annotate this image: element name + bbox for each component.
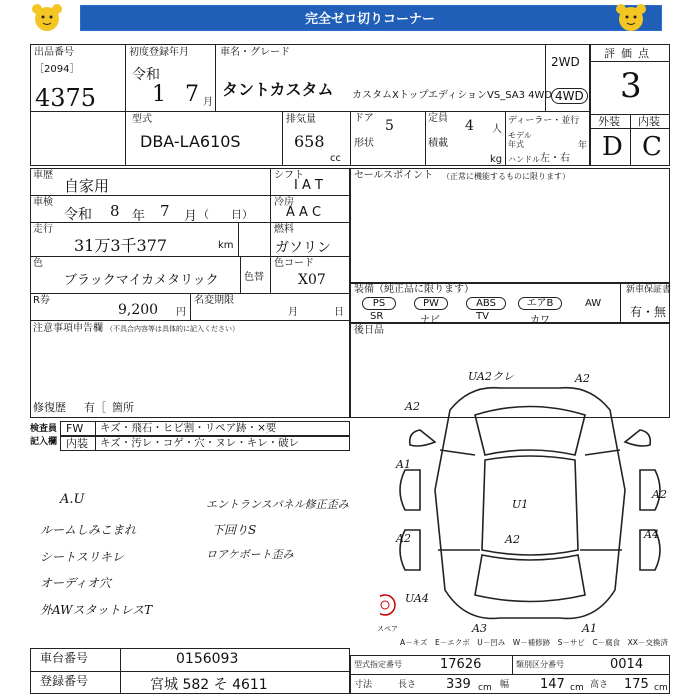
displacement-value: 658 — [294, 132, 325, 151]
header-title: 完全ゼロ切りコーナー — [304, 12, 435, 27]
category-value: 0014 — [610, 657, 644, 672]
note-right-3: ロアケボート歪み — [206, 548, 294, 561]
inspector-fw-label: FW — [66, 422, 84, 435]
length-unit: cm — [478, 683, 492, 693]
inspector-int-items: キズ・汚レ・コゲ・穴・ヌレ・キレ・破レ — [100, 437, 300, 449]
equip-ps: PS — [362, 297, 396, 310]
damage-label: A2 — [652, 488, 667, 501]
name-change-month: 月 — [288, 307, 298, 318]
note-left-4: オーディオ穴 — [40, 576, 112, 590]
model-designation-value: 17626 — [440, 657, 482, 672]
model-designation-label: 型式指定番号 — [354, 660, 402, 669]
chassis-value: 0156093 — [176, 651, 239, 667]
height-label: 高さ — [590, 680, 609, 690]
first-reg-era: 令和 — [132, 67, 160, 83]
length-label: 長さ — [398, 680, 417, 690]
mileage-unit: km — [218, 240, 234, 251]
notes-note: （不具合内容等は具体的に記入ください） — [106, 325, 239, 333]
name-change-label: 名変期限 — [194, 295, 234, 306]
inspector-int-label: 内装 — [66, 437, 88, 450]
damage-label: A2 — [505, 533, 520, 546]
color-label: 色 — [33, 258, 43, 269]
category-label: 類別区分番号 — [516, 660, 564, 669]
damage-label: A2 — [575, 372, 590, 385]
diagram-legend: A－キズ E－エクボ U－凹み W－補修跡 S－サビ C－腐食 XX－交換済 — [400, 638, 668, 647]
shift-label: シフト — [274, 170, 304, 181]
sales-point-frame — [350, 168, 670, 283]
model-label: 型式 — [132, 114, 152, 125]
int-grade: C — [642, 132, 662, 162]
damage-label: UA2クレ — [468, 370, 514, 383]
repair-value: 有［ — [84, 401, 106, 414]
inspection-era: 令和 — [64, 207, 92, 223]
inspection-month-unit: 月 — [184, 209, 198, 224]
dealer-label: ディーラー・並行 — [508, 116, 580, 126]
car-name-label: 車名・グレード — [220, 47, 290, 58]
inspection-month: 7 — [160, 202, 170, 220]
lot-small: ［2094］ — [34, 64, 80, 75]
drive-2wd: 2WD — [551, 55, 580, 69]
spare-label: スペア — [377, 625, 398, 633]
width-unit: cm — [570, 683, 584, 693]
damage-label: A2 — [396, 532, 411, 545]
equip-aw: AW — [585, 298, 602, 309]
doors-label: ドア — [354, 113, 374, 124]
inspection-year-unit: 年 — [132, 209, 146, 224]
doors-value: 5 — [385, 118, 394, 134]
mileage-value: 31万3千377 — [74, 236, 168, 255]
damage-label: A3 — [472, 622, 487, 635]
damage-label: UA4 — [405, 592, 429, 605]
load-label: 積載 — [428, 138, 448, 149]
damage-label: A2 — [405, 400, 420, 413]
inspection-dow: （ 日） — [198, 208, 253, 221]
load-unit: kg — [490, 154, 503, 165]
inspector-label-1: 検査員 — [30, 424, 58, 434]
warranty-value: 有・無 — [630, 305, 667, 319]
repair-label: 修復歴 — [33, 401, 66, 414]
capacity-label: 定員 — [428, 113, 448, 124]
dims-label: 寸法 — [354, 680, 373, 690]
length-value: 339 — [446, 677, 471, 692]
color-change-label: 色替 — [244, 272, 264, 283]
recycle-label: R券 — [33, 295, 50, 306]
width-value: 147 — [540, 677, 565, 692]
color-code-label: 色コード — [274, 258, 314, 269]
equip-navi: ナビ — [420, 315, 440, 326]
note-right-2: 下回りS — [212, 523, 257, 537]
equip-leather: カワ — [530, 315, 550, 326]
bear-mascot-icon — [612, 2, 650, 34]
evaluation-score: 3 — [620, 66, 642, 106]
damage-label: A4 — [644, 528, 659, 541]
first-reg-label: 初度登録年月 — [129, 47, 189, 58]
handle-value: 左・右 — [540, 153, 570, 164]
aircon-label: 冷房 — [274, 197, 294, 208]
rear-items-label: 後日品 — [354, 325, 384, 336]
warranty-label: 新車保証書 — [626, 285, 672, 295]
note-left-2: ルームしみこまれ — [40, 523, 137, 537]
color-code: X07 — [298, 272, 326, 288]
first-reg-month: 7 — [185, 82, 199, 107]
fuel-value: ガソリン — [275, 240, 331, 256]
note-left-1: A.U — [60, 492, 85, 507]
equip-pw: PW — [414, 297, 448, 310]
fuel-label: 燃料 — [274, 224, 294, 235]
ext-label: 外装 — [598, 115, 620, 128]
capacity-unit: 人 — [492, 124, 502, 135]
model-year-label: モデル年式 — [508, 131, 532, 149]
drive-4wd: 4WD — [551, 88, 588, 104]
history-label: 車歴 — [33, 170, 53, 181]
equip-airbag: エアB — [518, 297, 562, 310]
chassis-label: 車台番号 — [40, 651, 89, 665]
lot-number: 4375 — [35, 84, 97, 112]
shape-label: 形状 — [354, 138, 374, 149]
handle-label: ハンドル — [508, 155, 540, 164]
width-label: 幅 — [500, 680, 510, 690]
plate-value: 宮城 582 そ 4611 — [150, 677, 268, 693]
height-value: 175 — [624, 677, 649, 692]
shift-value: I A T — [294, 178, 323, 193]
equipment-label: 装備（純正品に限ります） — [354, 284, 474, 295]
equip-sr: SR — [370, 311, 384, 322]
equip-abs: ABS — [466, 297, 506, 310]
history-value: 自家用 — [64, 177, 110, 195]
displacement-label: 排気量 — [286, 114, 316, 125]
car-name: タントカスタム — [222, 80, 334, 99]
height-unit: cm — [654, 683, 668, 693]
note-left-5: 外AWスタットレスT — [40, 603, 153, 617]
lot-label: 出品番号 — [34, 47, 74, 58]
inspector-fw-items: キズ・飛石・ヒビ割・リペア跡・×要 — [100, 422, 277, 434]
year-label: 年 — [578, 141, 588, 151]
car-grade: カスタムXトップエディションVS_SA3 4WD — [352, 90, 553, 101]
notes-label: 注意事項申告欄 — [33, 323, 103, 334]
first-reg-unit: 月 — [203, 97, 213, 108]
first-reg-year: 1 — [152, 82, 166, 107]
ext-grade: D — [602, 132, 623, 162]
name-change-day: 日 — [334, 307, 344, 318]
inspector-label-2: 記入欄 — [30, 437, 58, 447]
damage-label: A1 — [582, 622, 597, 635]
mileage-label: 走行 — [33, 224, 53, 235]
bear-mascot-icon — [28, 2, 66, 34]
damage-label: A1 — [396, 458, 411, 471]
displacement-unit: cc — [330, 153, 341, 164]
int-label: 内装 — [638, 115, 660, 128]
note-right-1: エントランスパネル修正歪み — [206, 498, 349, 511]
recycle-unit: 円 — [176, 307, 186, 318]
damage-label: U1 — [512, 498, 529, 511]
repair-unit: 箇所 — [112, 401, 134, 414]
capacity-value: 4 — [465, 118, 474, 134]
equip-tv: TV — [476, 311, 489, 322]
sales-point-note: （正常に機能するものに限ります） — [442, 172, 570, 181]
color-value: ブラックマイカメタリック — [64, 273, 219, 288]
recycle-value: 9,200 — [118, 302, 159, 318]
note-left-3: シートスリキレ — [40, 550, 124, 564]
sales-point-label: セールスポイント — [354, 170, 434, 181]
aircon-value: A A C — [286, 205, 322, 220]
evaluation-label: 評価点 — [604, 47, 655, 60]
plate-label: 登録番号 — [40, 674, 89, 688]
inspection-year: 8 — [110, 202, 120, 220]
model-value: DBA-LA610S — [140, 132, 241, 151]
inspection-label: 車検 — [33, 197, 53, 208]
